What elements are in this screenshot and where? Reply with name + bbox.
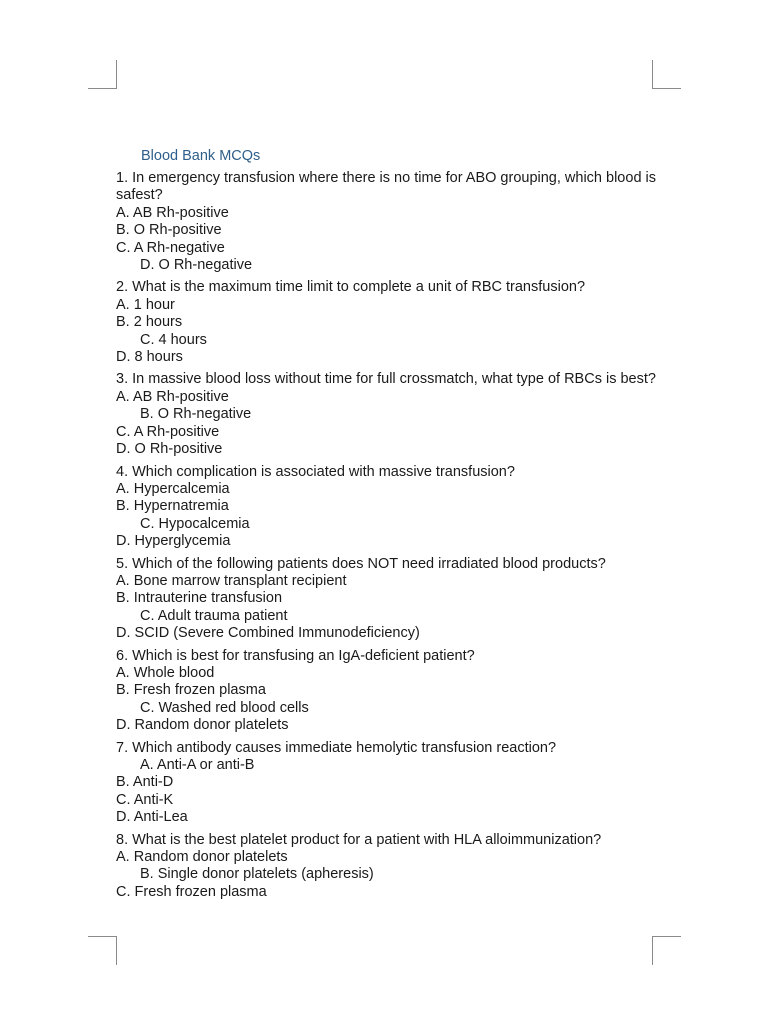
answer-option: B. 2 hours [116, 314, 183, 331]
question-text: 5. Which of the following patients does NOT need irradiated blood products? [116, 555, 606, 572]
answer-option: D. 8 hours [116, 349, 183, 366]
answer-option: C. A Rh-positive [116, 423, 220, 440]
answer-option: C. A Rh-negative [116, 239, 225, 256]
answer-option: D. O Rh-negative [140, 257, 253, 274]
answer-option: B. O Rh-negative [140, 406, 252, 423]
question-text: 1. In emergency transfusion where there is no time for ABO grouping, which blood is safest? [116, 170, 657, 204]
answer-option: C. 4 hours [140, 331, 207, 348]
answer-option: B. O Rh-positive [116, 222, 222, 239]
answer-option: B. Intrauterine transfusion [116, 590, 283, 607]
answer-option: C. Hypocalcemia [140, 515, 250, 532]
answer-option: D. Random donor platelets [116, 717, 289, 734]
answer-option: A. AB Rh-positive [116, 388, 229, 405]
answer-option: D. SCID (Severe Combined Immunodeficiency) [116, 625, 420, 642]
question-text: 8. What is the best platelet product for a patient with HLA alloimmunization? [116, 831, 602, 848]
answer-option: C. Fresh frozen plasma [116, 883, 267, 900]
answer-option: B. Hypernatremia [116, 498, 229, 515]
question-6 [116, 648, 656, 735]
question-list [116, 170, 656, 901]
answer-option: A. Bone marrow transplant recipient [116, 572, 347, 589]
answer-option: A. 1 hour [116, 296, 175, 313]
answer-option: C. Anti-K [116, 791, 174, 808]
question-text: 7. Which antibody causes immediate hemolytic transfusion reaction? [116, 739, 557, 756]
crop-mark-bottom-right [652, 936, 681, 965]
answer-option: A. AB Rh-positive [116, 204, 229, 221]
crop-mark-bottom-left [88, 936, 117, 965]
answer-option: D. O Rh-positive [116, 441, 223, 458]
answer-option: B. Single donor platelets (apheresis) [140, 866, 374, 883]
question-text: 2. What is the maximum time limit to complete a unit of RBC transfusion? [116, 279, 586, 296]
question-7 [116, 740, 656, 827]
crop-mark-top-left [88, 60, 117, 89]
question-text: 3. In massive blood loss without time for full crossmatch, what type of RBCs is best? [116, 371, 656, 388]
answer-option: B. Anti-D [116, 774, 174, 791]
document-title: Blood Bank MCQs [141, 148, 261, 164]
question-3 [116, 371, 656, 458]
question-8 [116, 832, 656, 902]
question-5 [116, 556, 656, 643]
question-1 [116, 170, 656, 274]
question-text: 6. Which is best for transfusing an IgA-deficient patient? [116, 647, 475, 664]
answer-option: C. Adult trauma patient [140, 607, 288, 624]
answer-option: A. Whole blood [116, 664, 215, 681]
answer-option: A. Random donor platelets [116, 849, 288, 866]
question-text: 4. Which complication is associated with massive transfusion? [116, 463, 515, 480]
answer-option: B. Fresh frozen plasma [116, 682, 266, 699]
answer-option: A. Hypercalcemia [116, 480, 230, 497]
answer-option: D. Anti-Lea [116, 809, 188, 826]
answer-option: D. Hyperglycemia [116, 533, 231, 550]
answer-option: C. Washed red blood cells [140, 699, 309, 716]
document-body [116, 146, 656, 906]
crop-mark-top-right [652, 60, 681, 89]
answer-option: A. Anti-A or anti-B [140, 757, 255, 773]
question-2 [116, 279, 656, 366]
question-4 [116, 464, 656, 551]
